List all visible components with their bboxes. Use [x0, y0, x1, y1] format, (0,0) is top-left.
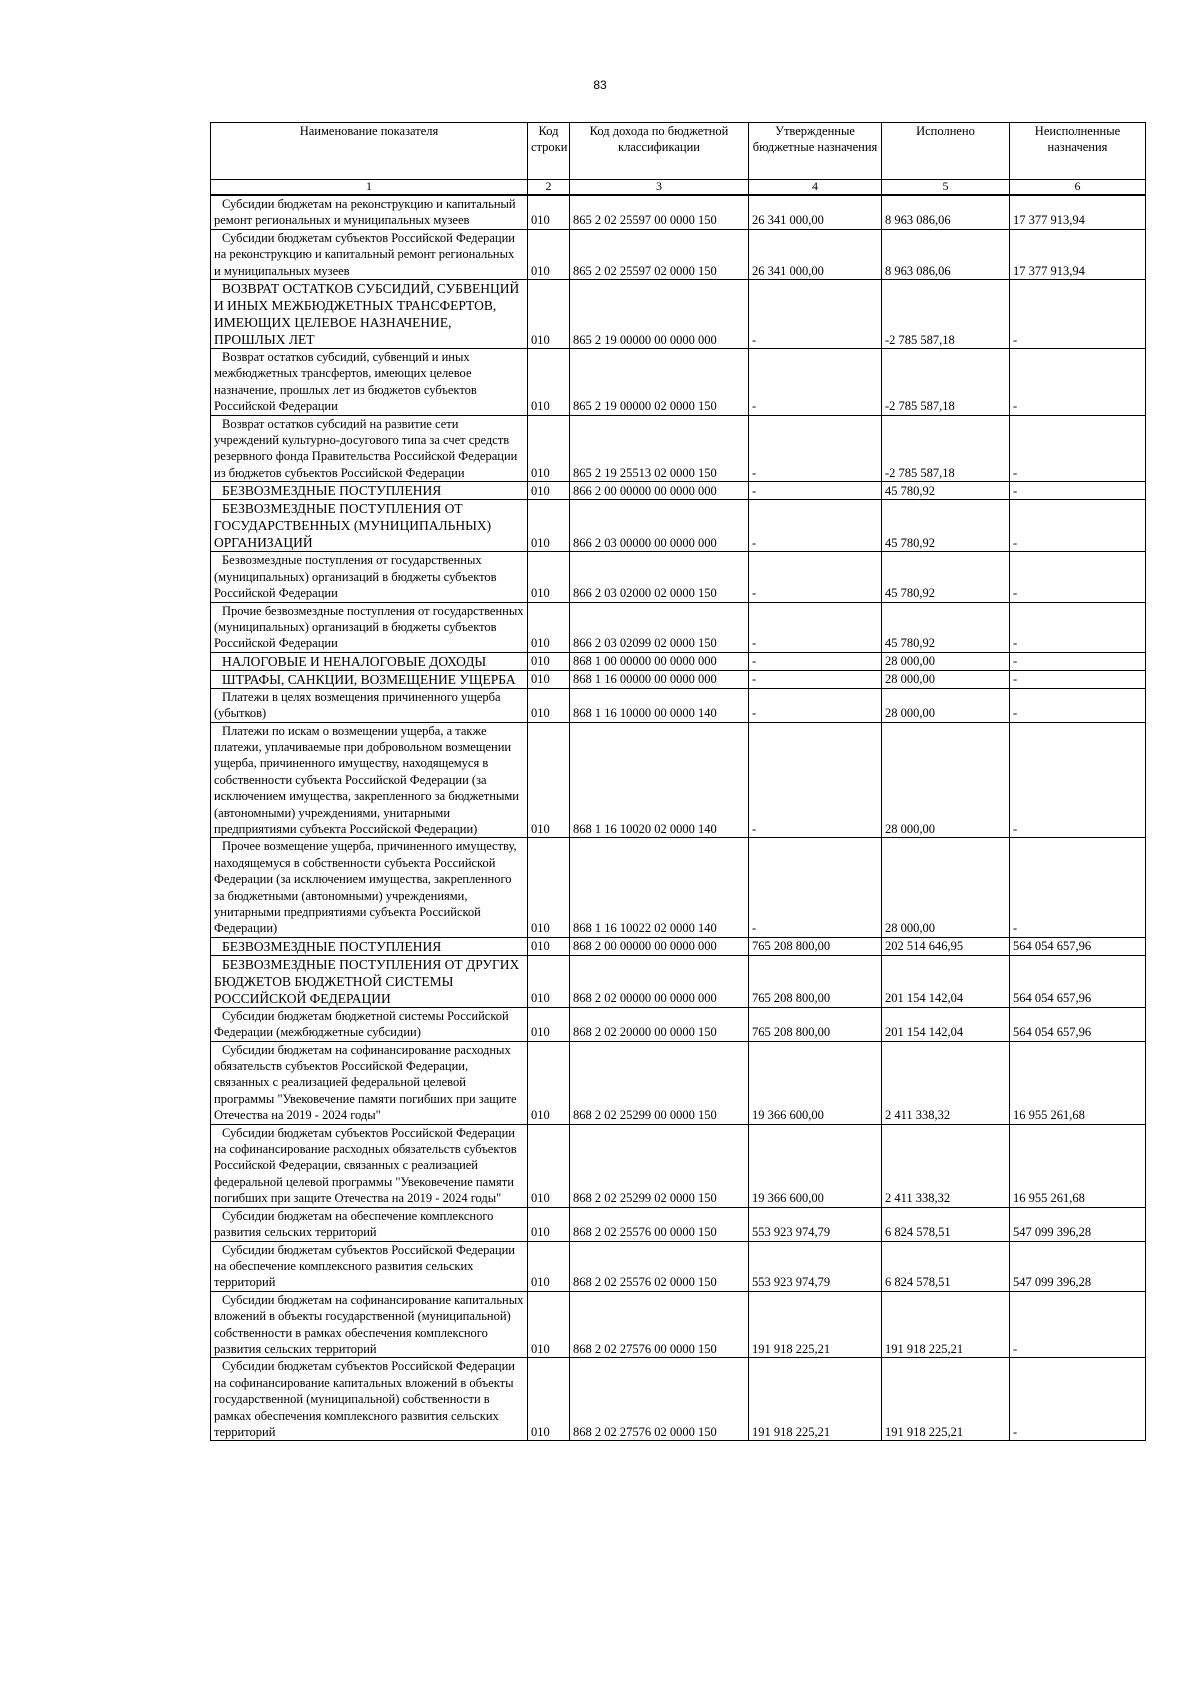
- line-code-cell: 010: [528, 415, 570, 482]
- table-row: [211, 1207, 1146, 1241]
- line-code-cell: 010: [528, 552, 570, 602]
- header-row: [211, 123, 1146, 180]
- income-code-cell: 865 2 19 00000 00 0000 000: [570, 280, 749, 349]
- line-code-cell: 010: [528, 1291, 570, 1358]
- unexecuted-amount-cell: -: [1010, 482, 1146, 500]
- indicator-name-cell: Субсидии бюджетам на софинансирование капитальных вложений в объекты государственной (муниципальной) собственности в рамках обеспечения комплексного развития сельских территорий: [211, 1291, 528, 1358]
- column-number: 2: [528, 180, 570, 196]
- approved-amount-cell: -: [749, 482, 882, 500]
- approved-amount-cell: 765 208 800,00: [749, 1007, 882, 1041]
- column-number: 3: [570, 180, 749, 196]
- table-row: [211, 1124, 1146, 1207]
- unexecuted-amount-cell: -: [1010, 1291, 1146, 1358]
- income-code-cell: 865 2 02 25597 02 0000 150: [570, 229, 749, 279]
- executed-amount-cell: 45 780,92: [882, 482, 1010, 500]
- income-code-cell: 868 2 02 25299 00 0000 150: [570, 1041, 749, 1124]
- unexecuted-amount-cell: 564 054 657,96: [1010, 1007, 1146, 1041]
- line-code-cell: 010: [528, 1124, 570, 1207]
- budget-execution-table: [210, 122, 1146, 1441]
- table-row: [211, 670, 1146, 688]
- line-code-cell: 010: [528, 937, 570, 955]
- income-code-cell: 865 2 19 00000 02 0000 150: [570, 349, 749, 416]
- unexecuted-amount-cell: -: [1010, 500, 1146, 552]
- indicator-name-cell: Субсидии бюджетам субъектов Российской Федерации на обеспечение комплексного развития сельских территорий: [211, 1241, 528, 1291]
- table-row: [211, 955, 1146, 1007]
- unexecuted-amount-cell: 547 099 396,28: [1010, 1241, 1146, 1291]
- table-body: [211, 195, 1146, 1441]
- table-row: [211, 415, 1146, 482]
- unexecuted-amount-cell: 564 054 657,96: [1010, 955, 1146, 1007]
- indicator-name-cell: НАЛОГОВЫЕ И НЕНАЛОГОВЫЕ ДОХОДЫ: [211, 652, 528, 670]
- table-row: [211, 602, 1146, 652]
- approved-amount-cell: 191 918 225,21: [749, 1291, 882, 1358]
- executed-amount-cell: 45 780,92: [882, 552, 1010, 602]
- income-code-cell: 868 1 16 00000 00 0000 000: [570, 670, 749, 688]
- indicator-name-cell: Возврат остатков субсидий, субвенций и иных межбюджетных трансфертов, имеющих целевое назначение, прошлых лет из бюджетов субъектов Российской Федерации: [211, 349, 528, 416]
- header-approved: Утвержденные бюджетные назначения: [749, 123, 882, 180]
- table-row: [211, 652, 1146, 670]
- header-unexecuted: Неисполненные назначения: [1010, 123, 1146, 180]
- unexecuted-amount-cell: 17 377 913,94: [1010, 195, 1146, 229]
- indicator-name-cell: Возврат остатков субсидий на развитие сети учреждений культурно-досугового типа за счет средств резервного фонда Правительства Российской Федерации из бюджетов субъектов Российской Федерации: [211, 415, 528, 482]
- executed-amount-cell: 28 000,00: [882, 688, 1010, 722]
- unexecuted-amount-cell: -: [1010, 722, 1146, 838]
- unexecuted-amount-cell: -: [1010, 670, 1146, 688]
- column-number: 5: [882, 180, 1010, 196]
- income-code-cell: 868 2 02 27576 02 0000 150: [570, 1358, 749, 1441]
- line-code-cell: 010: [528, 1241, 570, 1291]
- indicator-name-cell: БЕЗВОЗМЕЗДНЫЕ ПОСТУПЛЕНИЯ: [211, 937, 528, 955]
- indicator-name-cell: Платежи в целях возмещения причиненного ущерба (убытков): [211, 688, 528, 722]
- unexecuted-amount-cell: -: [1010, 1358, 1146, 1441]
- unexecuted-amount-cell: -: [1010, 349, 1146, 416]
- line-code-cell: 010: [528, 500, 570, 552]
- income-code-cell: 865 2 19 25513 02 0000 150: [570, 415, 749, 482]
- indicator-name-cell: Субсидии бюджетам бюджетной системы Российской Федерации (межбюджетные субсидии): [211, 1007, 528, 1041]
- approved-amount-cell: -: [749, 838, 882, 937]
- table-row: [211, 688, 1146, 722]
- indicator-name-cell: Субсидии бюджетам субъектов Российской Федерации на софинансирование капитальных вложений в объекты государственной (муниципальной) собственности в рамках обеспечения комплексного развития сельских территорий: [211, 1358, 528, 1441]
- line-code-cell: 010: [528, 280, 570, 349]
- table-row: [211, 482, 1146, 500]
- executed-amount-cell: 8 963 086,06: [882, 229, 1010, 279]
- unexecuted-amount-cell: 547 099 396,28: [1010, 1207, 1146, 1241]
- approved-amount-cell: 19 366 600,00: [749, 1041, 882, 1124]
- column-number: 1: [211, 180, 528, 196]
- executed-amount-cell: -2 785 587,18: [882, 280, 1010, 349]
- executed-amount-cell: 202 514 646,95: [882, 937, 1010, 955]
- header-indicator-name: Наименование показателя: [211, 123, 528, 180]
- approved-amount-cell: 26 341 000,00: [749, 229, 882, 279]
- approved-amount-cell: -: [749, 652, 882, 670]
- executed-amount-cell: -2 785 587,18: [882, 349, 1010, 416]
- unexecuted-amount-cell: 16 955 261,68: [1010, 1041, 1146, 1124]
- line-code-cell: 010: [528, 1358, 570, 1441]
- executed-amount-cell: 28 000,00: [882, 722, 1010, 838]
- income-code-cell: 868 1 00 00000 00 0000 000: [570, 652, 749, 670]
- header-line-code: Код строки: [528, 123, 570, 180]
- indicator-name-cell: Субсидии бюджетам на реконструкцию и капитальный ремонт региональных и муниципальных музеев: [211, 195, 528, 229]
- line-code-cell: 010: [528, 955, 570, 1007]
- income-code-cell: 868 2 02 25299 02 0000 150: [570, 1124, 749, 1207]
- line-code-cell: 010: [528, 602, 570, 652]
- executed-amount-cell: 201 154 142,04: [882, 1007, 1010, 1041]
- indicator-name-cell: Безвозмездные поступления от государственных (муниципальных) организаций в бюджеты субъектов Российской Федерации: [211, 552, 528, 602]
- income-code-cell: 868 1 16 10022 02 0000 140: [570, 838, 749, 937]
- table-row: [211, 349, 1146, 416]
- line-code-cell: 010: [528, 1007, 570, 1041]
- table-row: [211, 1041, 1146, 1124]
- line-code-cell: 010: [528, 1207, 570, 1241]
- line-code-cell: 010: [528, 229, 570, 279]
- indicator-name-cell: Субсидии бюджетам на обеспечение комплексного развития сельских территорий: [211, 1207, 528, 1241]
- table-row: [211, 195, 1146, 229]
- table-row: [211, 1291, 1146, 1358]
- approved-amount-cell: -: [749, 349, 882, 416]
- executed-amount-cell: 28 000,00: [882, 838, 1010, 937]
- approved-amount-cell: -: [749, 722, 882, 838]
- line-code-cell: 010: [528, 349, 570, 416]
- unexecuted-amount-cell: -: [1010, 602, 1146, 652]
- approved-amount-cell: 553 923 974,79: [749, 1241, 882, 1291]
- income-code-cell: 866 2 03 02099 02 0000 150: [570, 602, 749, 652]
- approved-amount-cell: -: [749, 552, 882, 602]
- line-code-cell: 010: [528, 688, 570, 722]
- income-code-cell: 868 2 02 00000 00 0000 000: [570, 955, 749, 1007]
- indicator-name-cell: ШТРАФЫ, САНКЦИИ, ВОЗМЕЩЕНИЕ УЩЕРБА: [211, 670, 528, 688]
- unexecuted-amount-cell: -: [1010, 280, 1146, 349]
- line-code-cell: 010: [528, 670, 570, 688]
- header-executed: Исполнено: [882, 123, 1010, 180]
- table-row: [211, 838, 1146, 937]
- executed-amount-cell: 28 000,00: [882, 652, 1010, 670]
- indicator-name-cell: БЕЗВОЗМЕЗДНЫЕ ПОСТУПЛЕНИЯ ОТ ГОСУДАРСТВЕННЫХ (МУНИЦИПАЛЬНЫХ) ОРГАНИЗАЦИЙ: [211, 500, 528, 552]
- table-row: [211, 280, 1146, 349]
- table-row: [211, 1007, 1146, 1041]
- executed-amount-cell: 28 000,00: [882, 670, 1010, 688]
- column-number-row: [211, 180, 1146, 196]
- executed-amount-cell: 6 824 578,51: [882, 1241, 1010, 1291]
- income-code-cell: 868 2 02 25576 02 0000 150: [570, 1241, 749, 1291]
- unexecuted-amount-cell: -: [1010, 652, 1146, 670]
- income-code-cell: 866 2 00 00000 00 0000 000: [570, 482, 749, 500]
- unexecuted-amount-cell: 564 054 657,96: [1010, 937, 1146, 955]
- table-row: [211, 937, 1146, 955]
- indicator-name-cell: Прочие безвозмездные поступления от государственных (муниципальных) организаций в бюджеты субъектов Российской Федерации: [211, 602, 528, 652]
- income-code-cell: 868 2 00 00000 00 0000 000: [570, 937, 749, 955]
- line-code-cell: 010: [528, 482, 570, 500]
- line-code-cell: 010: [528, 195, 570, 229]
- income-code-cell: 868 2 02 20000 00 0000 150: [570, 1007, 749, 1041]
- executed-amount-cell: 191 918 225,21: [882, 1291, 1010, 1358]
- line-code-cell: 010: [528, 838, 570, 937]
- unexecuted-amount-cell: -: [1010, 838, 1146, 937]
- unexecuted-amount-cell: -: [1010, 688, 1146, 722]
- executed-amount-cell: 6 824 578,51: [882, 1207, 1010, 1241]
- table-row: [211, 500, 1146, 552]
- approved-amount-cell: 765 208 800,00: [749, 937, 882, 955]
- column-number: 4: [749, 180, 882, 196]
- indicator-name-cell: Платежи по искам о возмещении ущерба, а также платежи, уплачиваемые при добровольном возмещении ущерба, причиненного имуществу, находящемуся в собственности субъекта Российской Федерации (за исключением имущества, закрепленного за бюджетными (автономными) учреждениями, унитарными предприятиями субъекта Российской Федерации): [211, 722, 528, 838]
- indicator-name-cell: БЕЗВОЗМЕЗДНЫЕ ПОСТУПЛЕНИЯ: [211, 482, 528, 500]
- executed-amount-cell: -2 785 587,18: [882, 415, 1010, 482]
- approved-amount-cell: -: [749, 280, 882, 349]
- income-code-cell: 868 2 02 27576 00 0000 150: [570, 1291, 749, 1358]
- executed-amount-cell: 8 963 086,06: [882, 195, 1010, 229]
- line-code-cell: 010: [528, 722, 570, 838]
- table-row: [211, 1358, 1146, 1441]
- approved-amount-cell: 26 341 000,00: [749, 195, 882, 229]
- executed-amount-cell: 45 780,92: [882, 602, 1010, 652]
- income-code-cell: 868 1 16 10000 00 0000 140: [570, 688, 749, 722]
- indicator-name-cell: Субсидии бюджетам субъектов Российской Федерации на реконструкцию и капитальный ремонт региональных и муниципальных музеев: [211, 229, 528, 279]
- approved-amount-cell: -: [749, 670, 882, 688]
- unexecuted-amount-cell: 16 955 261,68: [1010, 1124, 1146, 1207]
- unexecuted-amount-cell: -: [1010, 415, 1146, 482]
- approved-amount-cell: -: [749, 602, 882, 652]
- indicator-name-cell: ВОЗВРАТ ОСТАТКОВ СУБСИДИЙ, СУБВЕНЦИЙ И ИНЫХ МЕЖБЮДЖЕТНЫХ ТРАНСФЕРТОВ, ИМЕЮЩИХ ЦЕЛЕВОЕ НАЗНАЧЕНИЕ, ПРОШЛЫХ ЛЕТ: [211, 280, 528, 349]
- executed-amount-cell: 45 780,92: [882, 500, 1010, 552]
- line-code-cell: 010: [528, 652, 570, 670]
- income-code-cell: 865 2 02 25597 00 0000 150: [570, 195, 749, 229]
- unexecuted-amount-cell: 17 377 913,94: [1010, 229, 1146, 279]
- indicator-name-cell: БЕЗВОЗМЕЗДНЫЕ ПОСТУПЛЕНИЯ ОТ ДРУГИХ БЮДЖЕТОВ БЮДЖЕТНОЙ СИСТЕМЫ РОССИЙСКОЙ ФЕДЕРАЦИИ: [211, 955, 528, 1007]
- line-code-cell: 010: [528, 1041, 570, 1124]
- column-number: 6: [1010, 180, 1146, 196]
- approved-amount-cell: 19 366 600,00: [749, 1124, 882, 1207]
- indicator-name-cell: Прочее возмещение ущерба, причиненного имуществу, находящемуся в собственности субъекта Российской Федерации (за исключением имущества, закрепленного за бюджетными (автономными) учреждениями, унитарными предприятиями субъекта Российской Федерации): [211, 838, 528, 937]
- income-code-cell: 868 2 02 25576 00 0000 150: [570, 1207, 749, 1241]
- table-row: [211, 552, 1146, 602]
- indicator-name-cell: Субсидии бюджетам на софинансирование расходных обязательств субъектов Российской Федерации, связанных с реализацией федеральной целевой программы "Увековечение памяти погибших при защите Отечества на 2019 - 2024 годы": [211, 1041, 528, 1124]
- income-code-cell: 866 2 03 00000 00 0000 000: [570, 500, 749, 552]
- approved-amount-cell: -: [749, 415, 882, 482]
- approved-amount-cell: -: [749, 688, 882, 722]
- approved-amount-cell: 553 923 974,79: [749, 1207, 882, 1241]
- approved-amount-cell: 191 918 225,21: [749, 1358, 882, 1441]
- executed-amount-cell: 201 154 142,04: [882, 955, 1010, 1007]
- unexecuted-amount-cell: -: [1010, 552, 1146, 602]
- table-row: [211, 722, 1146, 838]
- income-code-cell: 866 2 03 02000 02 0000 150: [570, 552, 749, 602]
- approved-amount-cell: -: [749, 500, 882, 552]
- approved-amount-cell: 765 208 800,00: [749, 955, 882, 1007]
- page-number: 83: [593, 78, 607, 92]
- table-row: [211, 229, 1146, 279]
- executed-amount-cell: 191 918 225,21: [882, 1358, 1010, 1441]
- executed-amount-cell: 2 411 338,32: [882, 1124, 1010, 1207]
- executed-amount-cell: 2 411 338,32: [882, 1041, 1010, 1124]
- table-row: [211, 1241, 1146, 1291]
- header-income-code: Код дохода по бюджетной классификации: [570, 123, 749, 180]
- income-code-cell: 868 1 16 10020 02 0000 140: [570, 722, 749, 838]
- indicator-name-cell: Субсидии бюджетам субъектов Российской Федерации на софинансирование расходных обязательств субъектов Российской Федерации, связанных с реализацией федеральной целевой программы "Увековечение памяти погибших при защите Отечества на 2019 - 2024 годы": [211, 1124, 528, 1207]
